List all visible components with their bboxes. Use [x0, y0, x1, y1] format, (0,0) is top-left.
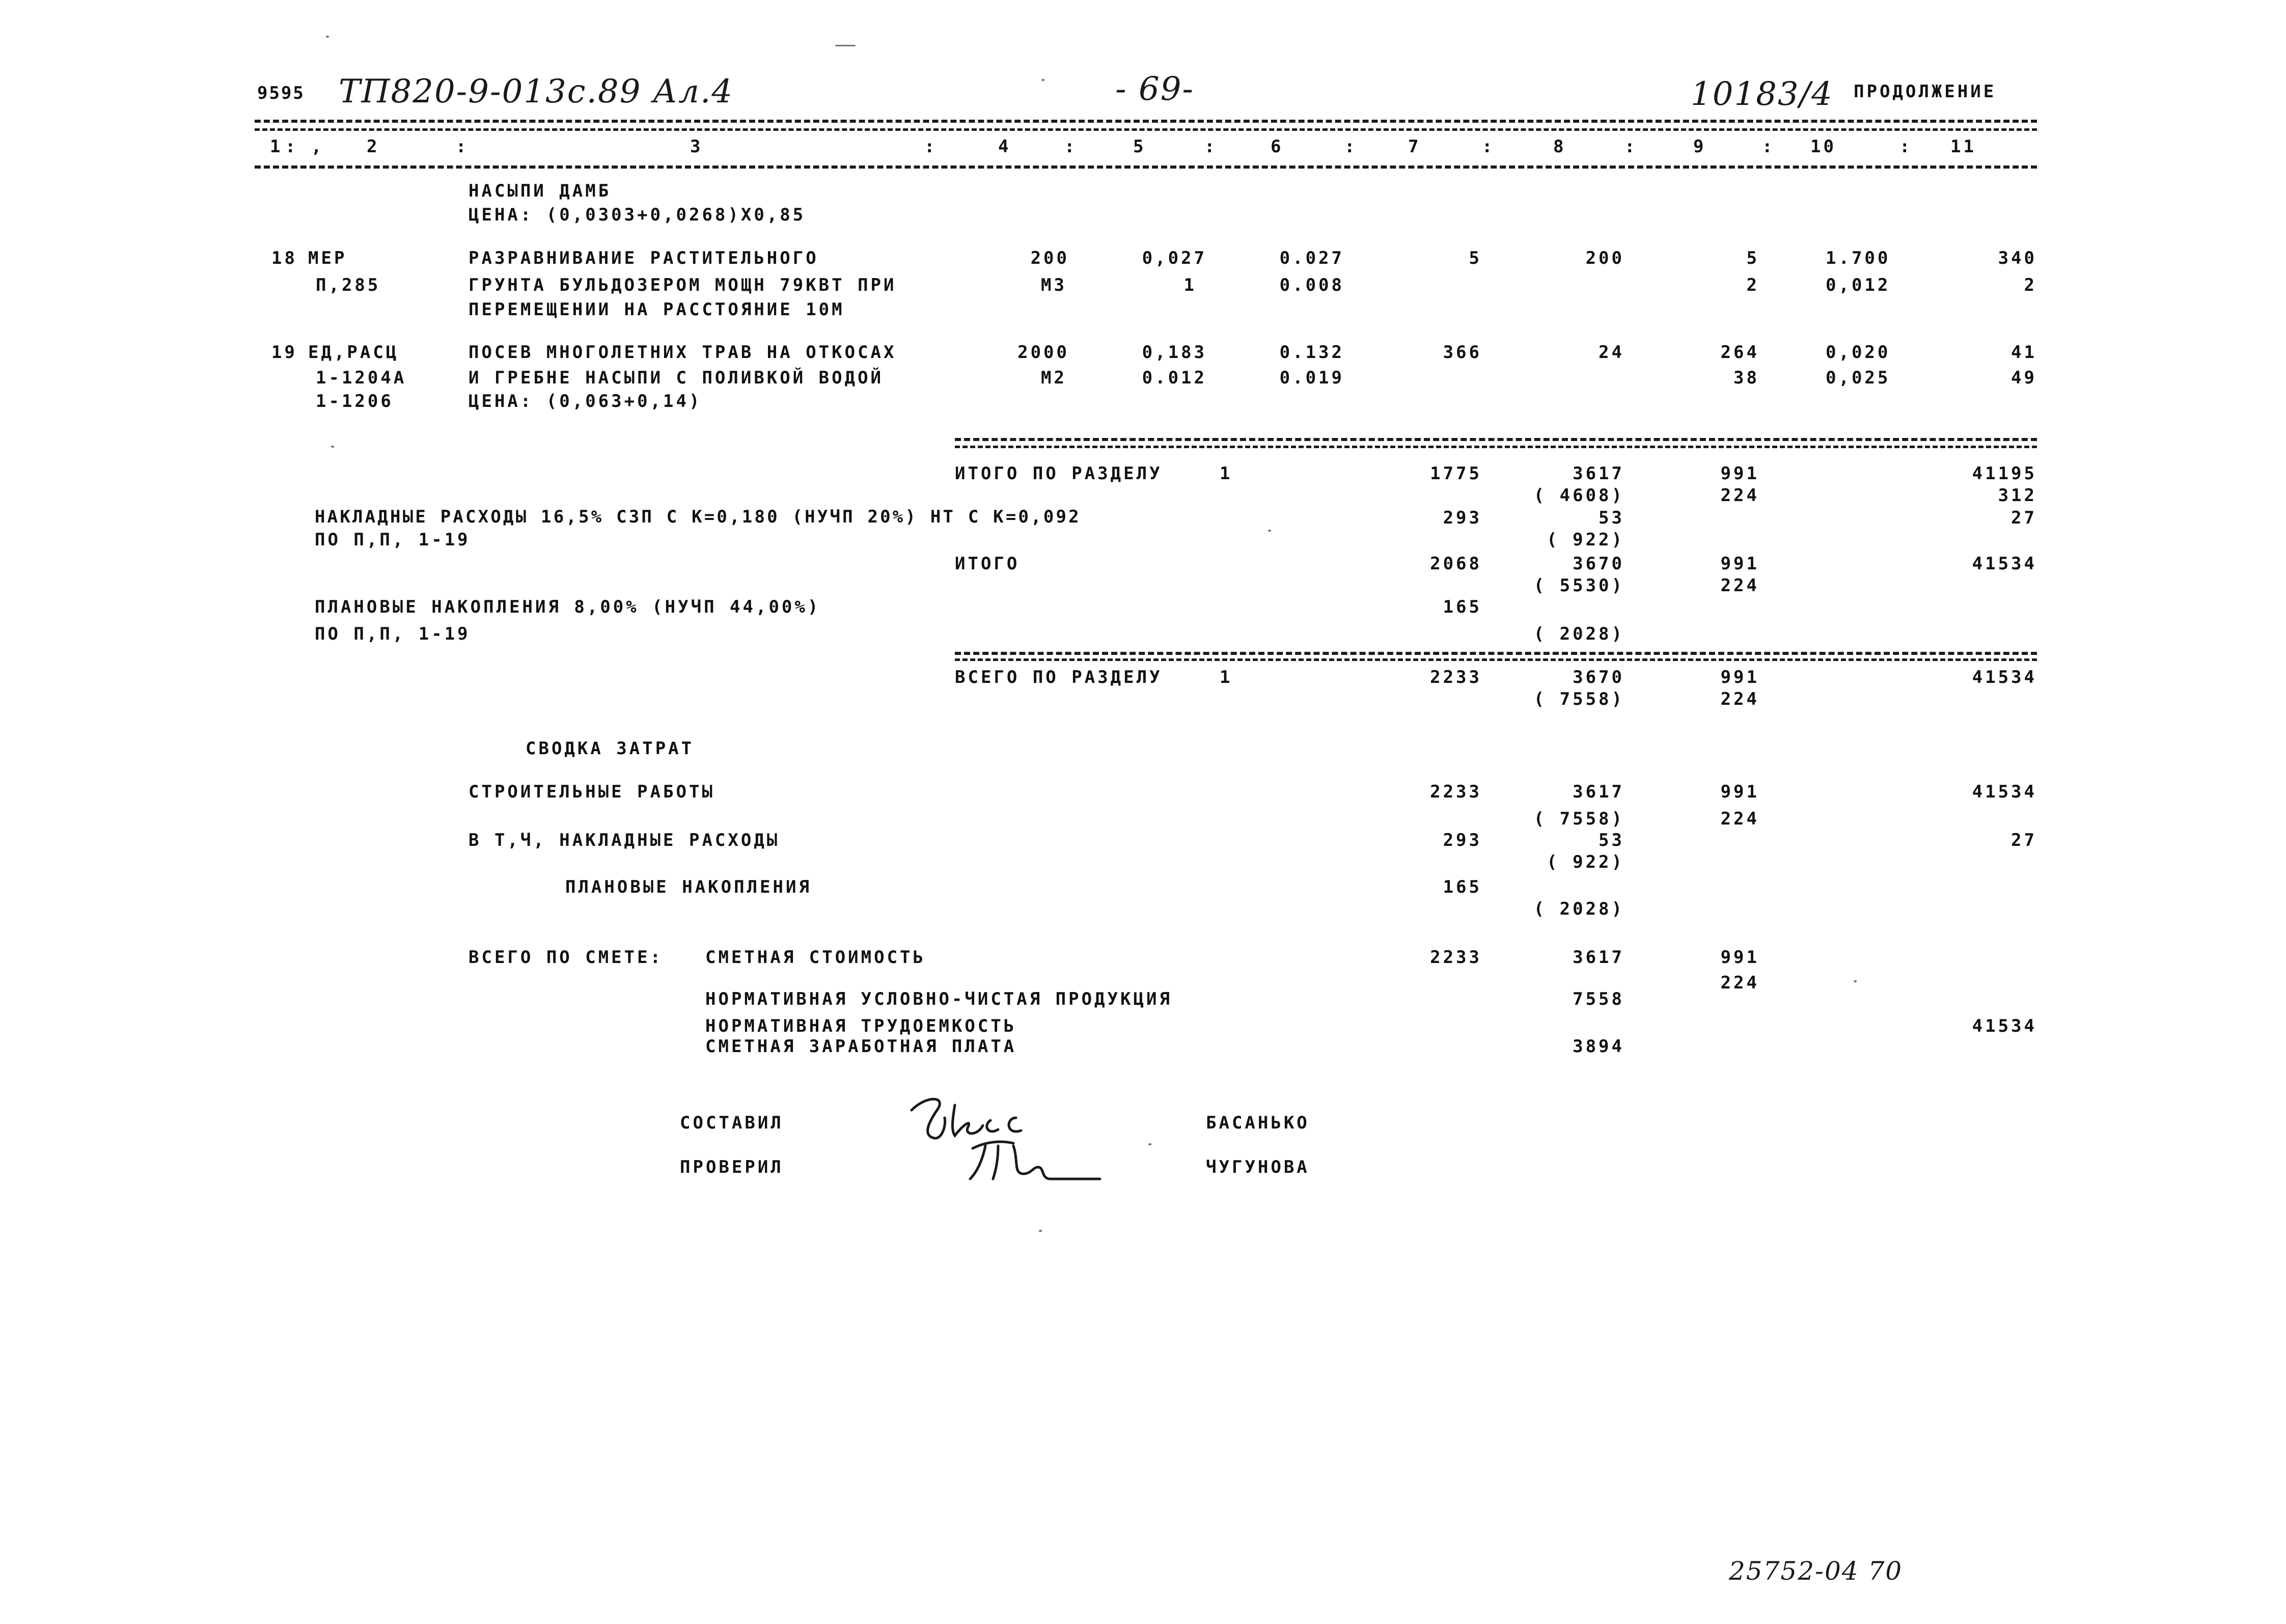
scan-speck	[835, 45, 856, 46]
col-1: 1	[270, 136, 283, 157]
work-description-3: ЦЕНА: (0,063+0,14)	[469, 391, 702, 411]
work-description-2: И ГРЕБНЕ НАСЫПИ С ПОЛИВКОЙ ВОДОЙ	[469, 368, 884, 388]
header-rule-top-2	[255, 128, 2037, 131]
header-rule-top	[255, 120, 2037, 123]
work-description-1: ПОСЕВ МНОГОЛЕТНИХ ТРАВ НА ОТКОСАХ	[469, 342, 897, 363]
footer-code: 25752-04 70	[1729, 1556, 1903, 1586]
section-number: 1	[1220, 667, 1233, 687]
col11-value: 340	[1998, 248, 2037, 268]
labor-label: НОРМАТИВНАЯ ТРУДОЕМКОСТЬ	[705, 1016, 1017, 1036]
col10-value-2: 0,025	[1826, 368, 1891, 388]
checker-name: ЧУГУНОВА	[1206, 1157, 1310, 1177]
col-4: 4	[998, 136, 1011, 157]
rate-source: ЕД,РАСЦ	[308, 342, 399, 363]
scan-speck	[1268, 530, 1271, 532]
col9-value: 5	[1746, 248, 1759, 268]
col5-value: 0,183	[1142, 342, 1207, 363]
section-rule	[955, 438, 2037, 441]
col9-value: 264	[1720, 342, 1759, 363]
wage-label: СМЕТНАЯ ЗАРАБОТНАЯ ПЛАТА	[705, 1036, 1017, 1057]
continuation-label: ПРОДОЛЖЕНИЕ	[1854, 81, 1997, 102]
col-6: 6	[1271, 136, 1284, 157]
work-description-3: ПЕРЕМЕЩЕНИИ НА РАССТОЯНИЕ 10М	[469, 299, 845, 320]
col11-value-2: 2	[2024, 275, 2037, 295]
summary-title: СВОДКА ЗАТРАТ	[526, 738, 695, 759]
col10-value: 1.700	[1826, 248, 1891, 268]
scan-speck	[326, 36, 329, 38]
header-rule-bottom	[255, 166, 2037, 169]
col5-value-2: 0.012	[1142, 368, 1207, 388]
col10-value: 0,020	[1826, 342, 1891, 363]
grand-section-label: ВСЕГО ПО РАЗДЕЛУ	[955, 667, 1163, 687]
col9-value-2: 2	[1746, 275, 1759, 295]
col6-value-2: 0.019	[1279, 368, 1344, 388]
col10-value-2: 0,012	[1826, 275, 1891, 295]
intro-line-2: ЦЕНА: (0,0303+0,0268)Х0,85	[469, 205, 806, 225]
col-9: 9	[1693, 136, 1706, 157]
grand-section-rule	[955, 652, 2037, 655]
planned-items: ПО П,П, 1-19	[315, 624, 471, 644]
checked-label: ПРОВЕРИЛ	[680, 1157, 784, 1177]
unit: М3	[1041, 275, 1067, 295]
checker-signature	[962, 1131, 1105, 1187]
left-code: 9595	[257, 83, 305, 103]
col-7: 7	[1408, 136, 1421, 157]
col7-value: 5	[1469, 248, 1482, 268]
rate-code-2: 1-1206	[316, 391, 394, 411]
col11-value: 41	[2011, 342, 2037, 363]
planned-label: ПЛАНОВЫЕ НАКОПЛЕНИЯ 8,00% (НУЧП 44,00%)	[315, 597, 821, 617]
page-number: - 69-	[1115, 70, 1195, 108]
npp-label: НОРМАТИВНАЯ УСЛОВНО-ЧИСТАЯ ПРОДУКЦИЯ	[705, 989, 1172, 1009]
section-number: 1	[1220, 463, 1233, 484]
col-5: 5	[1133, 136, 1146, 157]
scan-speck	[331, 446, 334, 448]
col5-value: 0,027	[1142, 248, 1207, 268]
col-2: 2	[367, 136, 380, 157]
scan-speck	[1039, 1230, 1042, 1232]
unit: М2	[1041, 368, 1067, 388]
overhead-items: ПО П,П, 1-19	[315, 530, 471, 550]
rate-code: П,285	[316, 275, 381, 295]
col5-value-2: 1	[1183, 275, 1197, 295]
scan-speck	[1148, 1143, 1151, 1145]
rate-source: МЕР	[308, 248, 347, 268]
rate-code: 1-1204А	[316, 368, 407, 388]
scan-speck	[1854, 980, 1857, 982]
estimate-cost-label: СМЕТНАЯ СТОИМОСТЬ	[705, 947, 926, 968]
col7-value: 366	[1443, 342, 1482, 363]
col-3: 3	[690, 136, 703, 157]
col-11: 11	[1950, 136, 1976, 157]
col6-value-2: 0.008	[1279, 275, 1344, 295]
compiler-name: БАСАНЬКО	[1206, 1113, 1310, 1133]
quantity: 2000	[1017, 342, 1069, 363]
file-number: 10183/4	[1691, 75, 1833, 113]
col11-value-2: 49	[2011, 368, 2037, 388]
col6-value: 0.132	[1279, 342, 1344, 363]
subtotal-label: ИТОГО	[955, 554, 1020, 574]
document-code: ТП820-9-013с.89 Ал.4	[339, 73, 734, 111]
work-description-2: ГРУНТА БУЛЬДОЗЕРОМ МОЩН 79КВТ ПРИ	[469, 275, 897, 295]
quantity: 200	[1030, 248, 1069, 268]
grand-section-rule-2	[955, 658, 2037, 661]
estimate-total-label: ВСЕГО ПО СМЕТЕ:	[469, 947, 664, 968]
col6-value: 0.027	[1279, 248, 1344, 268]
intro-line-1: НАСЫПИ ДАМБ	[469, 181, 612, 201]
construction-label: СТРОИТЕЛЬНЫЕ РАБОТЫ	[469, 782, 715, 802]
col9-value-2: 38	[1733, 368, 1759, 388]
col-10: 10	[1810, 136, 1836, 157]
col-8: 8	[1553, 136, 1566, 157]
row-number: 18	[271, 248, 297, 268]
section-total-label: ИТОГО ПО РАЗДЕЛУ	[955, 463, 1163, 484]
row-number: 19	[271, 342, 297, 363]
work-description-1: РАЗРАВНИВАНИЕ РАСТИТЕЛЬНОГО	[469, 248, 819, 268]
planned-included-label: ПЛАНОВЫЕ НАКОПЛЕНИЯ	[565, 877, 812, 897]
scan-speck	[1041, 79, 1044, 81]
section-rule-2	[955, 446, 2037, 448]
overhead-included-label: В Т,Ч, НАКЛАДНЫЕ РАСХОДЫ	[469, 830, 780, 850]
col8-value: 24	[1599, 342, 1624, 363]
compiled-label: СОСТАВИЛ	[680, 1113, 784, 1133]
overhead-label: НАКЛАДНЫЕ РАСХОДЫ 16,5% СЗП С К=0,180 (НУЧП 20%) НТ С К=0,092	[315, 507, 1081, 527]
col8-value: 200	[1585, 248, 1624, 268]
